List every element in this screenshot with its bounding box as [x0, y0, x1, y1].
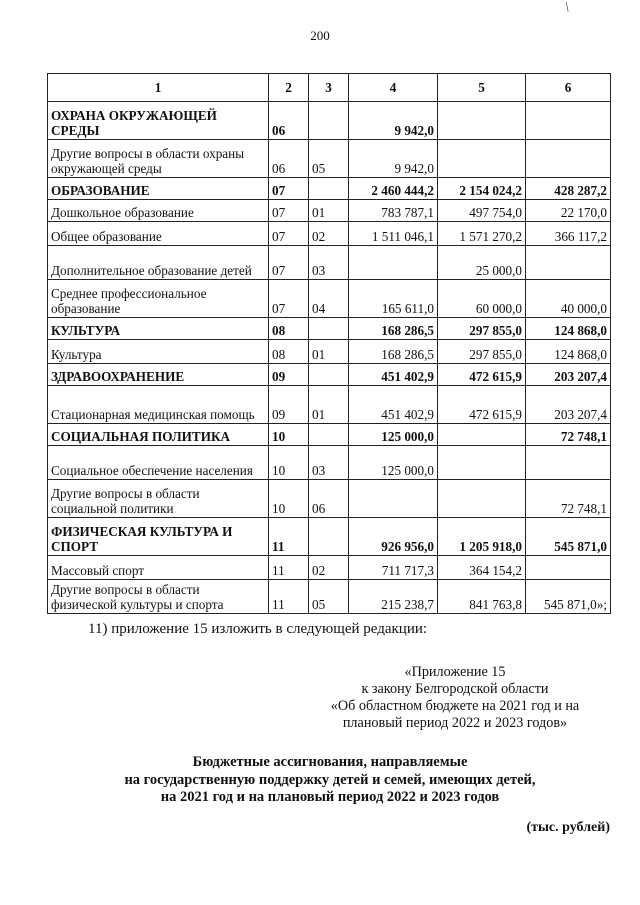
- section-code: 06: [269, 102, 309, 140]
- subsection-code: 01: [309, 200, 349, 222]
- document-title: [40, 754, 620, 807]
- table-header-row: [48, 74, 611, 102]
- decree-text: 11) приложение 15 изложить в следующей редакции:: [88, 621, 428, 637]
- value-2022: [438, 446, 526, 480]
- value-2021: 451 402,9: [349, 386, 438, 424]
- value-2021: 9 942,0: [349, 140, 438, 178]
- row-name: Стационарная медицинская помощь: [48, 386, 269, 424]
- header-col-1: 1: [48, 74, 269, 102]
- value-2021: 451 402,9: [349, 364, 438, 386]
- page-number: 200: [310, 28, 330, 43]
- table-row: [48, 340, 611, 364]
- row-name: ЗДРАВООХРАНЕНИЕ: [48, 364, 269, 386]
- subsection-code: 03: [309, 446, 349, 480]
- value-2021: 168 286,5: [349, 318, 438, 340]
- value-2021: 783 787,1: [349, 200, 438, 222]
- value-2023: [526, 446, 611, 480]
- row-name: Другие вопросы в области физической культуры и спорта: [48, 580, 269, 614]
- title-line-1: Бюджетные ассигнования, направляемые: [192, 754, 468, 770]
- section-code: 10: [269, 446, 309, 480]
- section-code: 07: [269, 246, 309, 280]
- section-code: 07: [269, 200, 309, 222]
- table-row: [48, 102, 611, 140]
- table-body: [48, 102, 611, 614]
- table-row: [48, 446, 611, 480]
- value-2022: 364 154,2: [438, 556, 526, 580]
- value-2021: 9 942,0: [349, 102, 438, 140]
- row-name: Другие вопросы в области социальной политики: [48, 480, 269, 518]
- value-2022: [438, 140, 526, 178]
- subsection-code: [309, 102, 349, 140]
- value-2023: 124 868,0: [526, 318, 611, 340]
- corner-mark: /: [562, 0, 574, 16]
- section-code: 09: [269, 386, 309, 424]
- subsection-code: 04: [309, 280, 349, 318]
- section-code: 11: [269, 556, 309, 580]
- title-line-3: на 2021 год и на плановый период 2022 и 2023 годов: [160, 789, 500, 805]
- row-name: ОХРАНА ОКРУЖАЮЩЕЙ СРЕДЫ: [48, 102, 269, 140]
- subsection-code: [309, 424, 349, 446]
- subsection-code: 05: [309, 580, 349, 614]
- table-row: [48, 580, 611, 614]
- header-col-6: 6: [526, 74, 611, 102]
- header-col-4: 4: [349, 74, 438, 102]
- section-code: 08: [269, 340, 309, 364]
- table-row: [48, 386, 611, 424]
- value-2023: 72 748,1: [526, 424, 611, 446]
- header-col-3: 3: [309, 74, 349, 102]
- value-2023: [526, 102, 611, 140]
- value-2023: [526, 246, 611, 280]
- value-2022: [438, 102, 526, 140]
- value-2023: 22 170,0: [526, 200, 611, 222]
- table-row: [48, 556, 611, 580]
- row-name: ОБРАЗОВАНИЕ: [48, 178, 269, 200]
- subsection-code: 01: [309, 340, 349, 364]
- value-2023: 124 868,0: [526, 340, 611, 364]
- row-name: Другие вопросы в области охраны окружающей среды: [48, 140, 269, 178]
- section-code: 09: [269, 364, 309, 386]
- row-name: ФИЗИЧЕСКАЯ КУЛЬТУРА И СПОРТ: [48, 518, 269, 556]
- subsection-code: 03: [309, 246, 349, 280]
- value-2022: [438, 424, 526, 446]
- header-col-2: 2: [269, 74, 309, 102]
- value-2023: 545 871,0: [526, 518, 611, 556]
- table-row: [48, 178, 611, 200]
- subsection-code: 02: [309, 222, 349, 246]
- value-2021: 1 511 046,1: [349, 222, 438, 246]
- value-2023: 366 117,2: [526, 222, 611, 246]
- value-2022: 472 615,9: [438, 386, 526, 424]
- subsection-code: 02: [309, 556, 349, 580]
- row-name: Общее образование: [48, 222, 269, 246]
- value-2022: 25 000,0: [438, 246, 526, 280]
- value-2023: 203 207,4: [526, 386, 611, 424]
- row-name: Дошкольное образование: [48, 200, 269, 222]
- table-row: [48, 280, 611, 318]
- row-name: Социальное обеспечение населения: [48, 446, 269, 480]
- table-row: [48, 200, 611, 222]
- value-2021: 168 286,5: [349, 340, 438, 364]
- value-2023: 545 871,0»;: [526, 580, 611, 614]
- table-row: [48, 222, 611, 246]
- section-code: 06: [269, 140, 309, 178]
- value-2023: [526, 140, 611, 178]
- value-2022: 1 571 270,2: [438, 222, 526, 246]
- value-2023: 203 207,4: [526, 364, 611, 386]
- header-col-5: 5: [438, 74, 526, 102]
- subsection-code: [309, 364, 349, 386]
- subsection-code: [309, 178, 349, 200]
- subsection-code: [309, 318, 349, 340]
- table-row: [48, 318, 611, 340]
- value-2021: 2 460 444,2: [349, 178, 438, 200]
- subsection-code: 05: [309, 140, 349, 178]
- value-2022: [438, 480, 526, 518]
- table-row: [48, 424, 611, 446]
- budget-table: [47, 73, 611, 614]
- value-2021: 711 717,3: [349, 556, 438, 580]
- subsection-code: 01: [309, 386, 349, 424]
- value-2022: 297 855,0: [438, 318, 526, 340]
- section-code: 07: [269, 280, 309, 318]
- appendix-line-4: плановый период 2022 и 2023 годов»: [342, 715, 568, 731]
- value-2022: 497 754,0: [438, 200, 526, 222]
- row-name: КУЛЬТУРА: [48, 318, 269, 340]
- units-label: (тыс. рублей): [526, 820, 610, 835]
- appendix-reference: [300, 664, 610, 732]
- appendix-line-3: «Об областном бюджете на 2021 год и на: [330, 698, 580, 714]
- section-code: 07: [269, 178, 309, 200]
- value-2021: 926 956,0: [349, 518, 438, 556]
- table-row: [48, 364, 611, 386]
- value-2023: 72 748,1: [526, 480, 611, 518]
- row-name: Культура: [48, 340, 269, 364]
- value-2021: 125 000,0: [349, 424, 438, 446]
- table-row: [48, 140, 611, 178]
- subsection-code: 06: [309, 480, 349, 518]
- value-2021: 165 611,0: [349, 280, 438, 318]
- table-row: [48, 246, 611, 280]
- section-code: 11: [269, 580, 309, 614]
- section-code: 10: [269, 424, 309, 446]
- value-2021: 125 000,0: [349, 446, 438, 480]
- value-2022: 841 763,8: [438, 580, 526, 614]
- subsection-code: [309, 518, 349, 556]
- row-name: Массовый спорт: [48, 556, 269, 580]
- value-2023: [526, 556, 611, 580]
- appendix-line-1: «Приложение 15: [404, 664, 506, 680]
- value-2022: 297 855,0: [438, 340, 526, 364]
- appendix-line-2: к закону Белгородской области: [361, 681, 549, 697]
- value-2023: 428 287,2: [526, 178, 611, 200]
- value-2021: [349, 480, 438, 518]
- table-row: [48, 480, 611, 518]
- row-name: СОЦИАЛЬНАЯ ПОЛИТИКА: [48, 424, 269, 446]
- section-code: 11: [269, 518, 309, 556]
- value-2022: 60 000,0: [438, 280, 526, 318]
- value-2022: 472 615,9: [438, 364, 526, 386]
- value-2022: 1 205 918,0: [438, 518, 526, 556]
- value-2022: 2 154 024,2: [438, 178, 526, 200]
- row-name: Среднее профессиональное образование: [48, 280, 269, 318]
- value-2021: [349, 246, 438, 280]
- row-name: Дополнительное образование детей: [48, 246, 269, 280]
- value-2021: 215 238,7: [349, 580, 438, 614]
- title-line-2: на государственную поддержку детей и семей, имеющих детей,: [124, 771, 536, 788]
- section-code: 07: [269, 222, 309, 246]
- value-2023: 40 000,0: [526, 280, 611, 318]
- section-code: 08: [269, 318, 309, 340]
- section-code: 10: [269, 480, 309, 518]
- table-row: [48, 518, 611, 556]
